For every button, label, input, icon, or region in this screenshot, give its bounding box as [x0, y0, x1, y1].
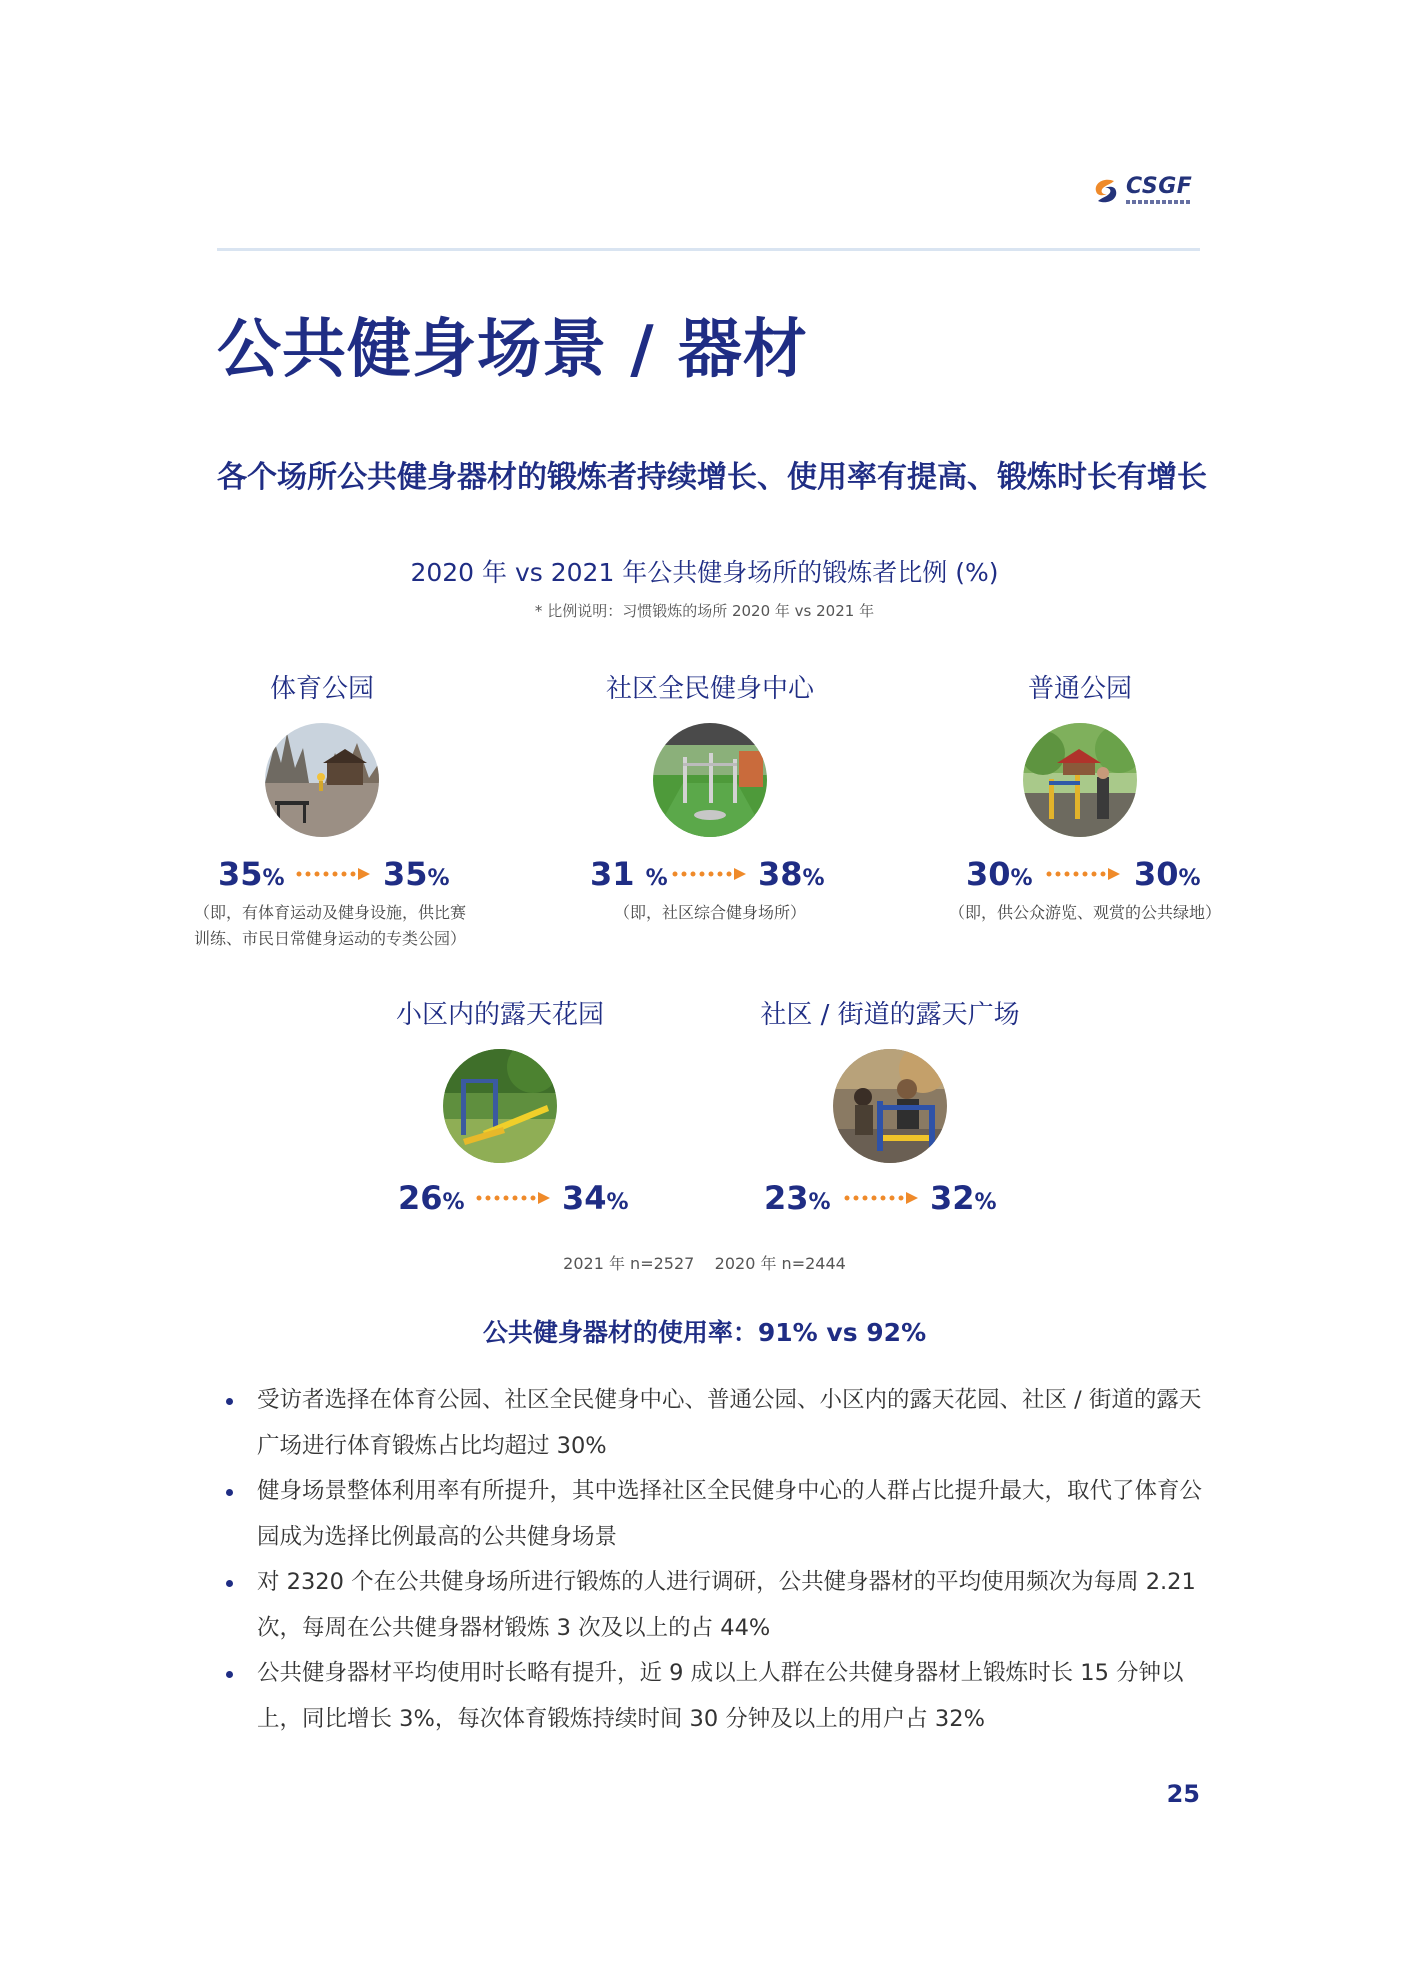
stats-street-square [764, 1178, 996, 1218]
list-item: 公共健身器材平均使用时长略有提升，近 9 成以上人群在公共健身器材上锻炼时长 15 分钟以上，同比增长 3%，每次体育锻炼持续时间 30 分钟及以上的用户占 32% [222, 1651, 1207, 1742]
venue-sports-park [222, 668, 422, 837]
chart-title: 2020 年 vs 2021 年公共健身场所的锻炼者比例 (%) [410, 558, 999, 587]
venue-street-square [740, 994, 1040, 1163]
key-findings-list [222, 1378, 1207, 1742]
venue-label: 体育公园 [269, 674, 374, 704]
venue-residential-garden [380, 994, 620, 1163]
venue-photo-regular-park [1023, 723, 1137, 837]
venue-photo-community-center [653, 723, 767, 837]
venue-desc-regular-park: （即，供公众游览、观赏的公共绿地） [948, 903, 1221, 922]
venue-label: 小区内的露天花园 [395, 1000, 604, 1030]
pct-2021: 34% [562, 1179, 629, 1217]
page-number: 25 [1166, 1780, 1200, 1808]
list-item: 对 2320 个在公共健身场所进行锻炼的人进行调研，公共健身器材的平均使用频次为每周 2.21 次，每周在公共健身器材锻炼 3 次及以上的占 44% [222, 1560, 1207, 1651]
venue-desc-community-center: （即，社区综合健身场所） [613, 903, 806, 922]
dotted-arrow-icon [844, 1192, 920, 1204]
header-divider [217, 248, 1200, 251]
page-title: 公共健身场景 / 器材 [217, 313, 808, 387]
venue-photo-sports-park [265, 723, 379, 837]
pct-2020: 26% [398, 1179, 465, 1217]
stats-sports-park [218, 854, 450, 894]
venue-community-center [580, 668, 840, 837]
sample-size-note: 2021 年 n=2527 2020 年 n=2444 [563, 1254, 846, 1273]
pct-2021: 32% [930, 1179, 997, 1217]
venue-photo-residential-garden [443, 1049, 557, 1163]
logo-brand-text: CSGF [1126, 174, 1193, 199]
list-item: 健身场景整体利用率有所提升，其中选择社区全民健身中心的人群占比提升最大，取代了体育公园成为选择比例最高的公共健身场景 [222, 1469, 1207, 1560]
logo-subtext [1126, 200, 1192, 204]
csgf-logo-icon [1090, 175, 1122, 207]
pct-2020: 31 % [590, 855, 668, 893]
venue-label: 普通公园 [1027, 674, 1132, 704]
dotted-arrow-icon [1046, 868, 1122, 880]
venue-label: 社区 / 街道的露天广场 [760, 1000, 1020, 1030]
venue-regular-park [980, 668, 1180, 837]
stats-residential-garden [398, 1178, 630, 1218]
venue-photo-street-square [833, 1049, 947, 1163]
pct-2020: 23% [764, 1179, 831, 1217]
dotted-arrow-icon [476, 1192, 552, 1204]
stats-community-center [590, 854, 825, 894]
chart-note: * 比例说明：习惯锻炼的场所 2020 年 vs 2021 年 [534, 602, 875, 620]
pct-2021: 35% [383, 855, 450, 893]
venue-desc-sports-park: （即，有体育运动及健身设施，供比赛 训练、市民日常健身运动的专类公园） [193, 903, 466, 948]
section-subtitle: 各个场所公共健身器材的锻炼者持续增长、使用率有提高、锻炼时长有增长 [217, 460, 1207, 495]
csgf-logo [1090, 172, 1194, 212]
usage-rate-title: 公共健身器材的使用率：91% vs 92% [482, 1318, 927, 1347]
list-item: 受访者选择在体育公园、社区全民健身中心、普通公园、小区内的露天花园、社区 / 街道的露天广场进行体育锻炼占比均超过 30% [222, 1378, 1207, 1469]
pct-2020: 35% [218, 855, 285, 893]
pct-2021: 38% [758, 855, 825, 893]
dotted-arrow-icon [296, 868, 372, 880]
pct-2021: 30% [1134, 855, 1201, 893]
pct-2020: 30% [966, 855, 1033, 893]
venue-label: 社区全民健身中心 [605, 674, 814, 704]
dotted-arrow-icon [672, 868, 748, 880]
stats-regular-park [966, 854, 1201, 894]
